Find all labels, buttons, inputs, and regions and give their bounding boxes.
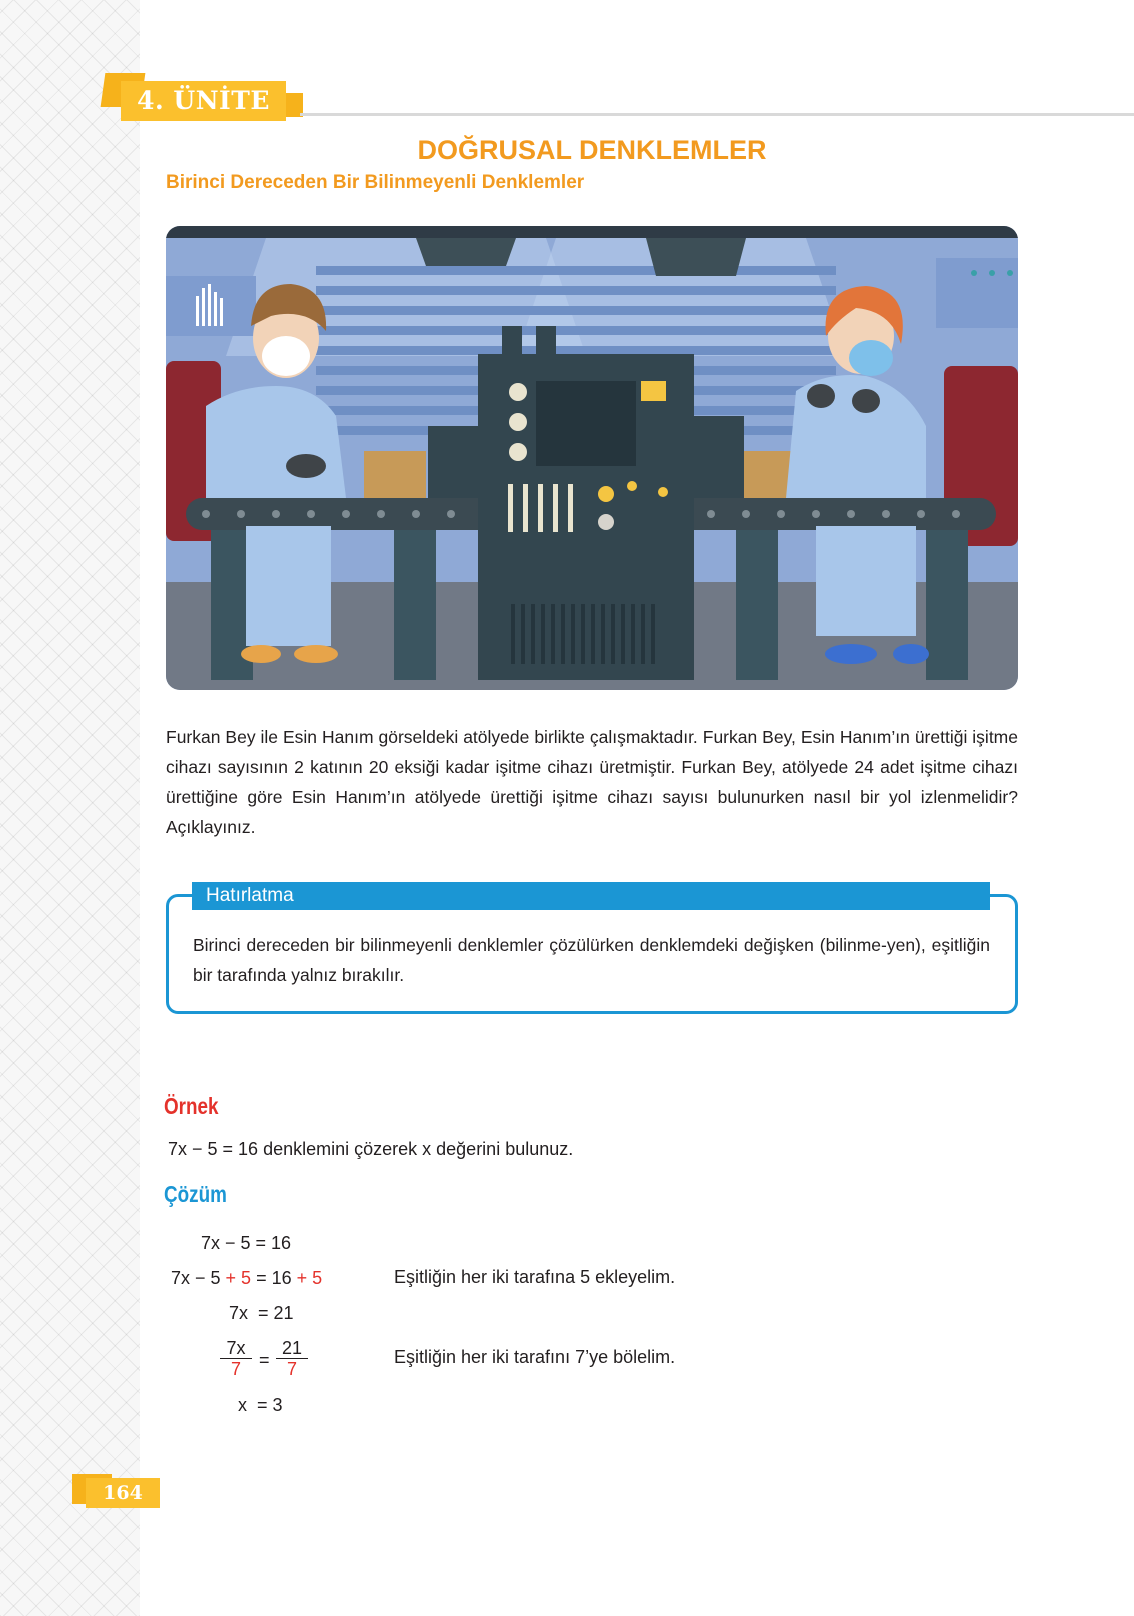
fraction-left-denominator: 7 [230, 1359, 241, 1379]
example-heading: Örnek [164, 1093, 219, 1119]
intro-paragraph: Furkan Bey ile Esin Hanım görseldeki atölyede birlikte çalışmaktadır. Furkan Bey, Esin Hanım’ın ürettiği işitme cihazı sayısının 2 katının 20 eksiği kadar işitme cihazı üretmiştir. Furkan Bey, atölyede 24 adet işitme cihazı ürettiğine göre Esin Hanım’ın atölyede ürettiği işitme cihazı sayısı bulunurken nasıl bir yol izlenmelidir? Açıklayınız. [166, 727, 1018, 837]
workshop-illustration [166, 226, 1018, 690]
explanation-divide: Eşitliğin her iki tarafını 7’ye bölelim. [394, 1347, 676, 1367]
step-2-add-left: + 5 [220, 1268, 252, 1288]
step-2-left: 7x − 5 [171, 1268, 221, 1288]
fraction-equals: = [259, 1350, 270, 1370]
reminder-heading: Hatırlatma [192, 882, 990, 910]
fraction-right-denominator: 7 [286, 1359, 297, 1379]
solution-step-1: 7x − 5 = 16 [201, 1233, 292, 1253]
page-number: 164 [86, 1478, 160, 1508]
solution-step-5: x = 3 [238, 1395, 283, 1415]
side-pattern [0, 0, 140, 1616]
solution-heading: Çözüm [164, 1181, 227, 1207]
fraction-right [276, 1338, 308, 1379]
fraction-right-numerator: 21 [276, 1338, 308, 1359]
example-problem: 7x − 5 = 16 denklemini çözerek x değerini bulunuz. [168, 1139, 574, 1159]
unit-label: 4. ÜNİTE [121, 81, 286, 121]
step-2-right: = 16 [251, 1268, 292, 1288]
unit-banner [103, 73, 303, 125]
header-rule [300, 113, 1134, 116]
solution-step-2 [171, 1268, 322, 1289]
step-2-add-right: + 5 [291, 1268, 323, 1288]
solution-step-3: 7x = 21 [229, 1303, 294, 1323]
reminder-text: Birinci dereceden bir bilinmeyenli denklemler çözülürken denklemdeki değişken (bilinme-yen), eşitliğin bir tarafında yalnız bırakılır. [193, 935, 990, 985]
explanation-add: Eşitliğin her iki tarafına 5 ekleyelim. [394, 1267, 676, 1287]
fraction-left [220, 1338, 252, 1379]
page-subtitle: Birinci Dereceden Bir Bilinmeyenli Denklemler [166, 172, 585, 193]
page-title: DOĞRUSAL DENKLEMLER [417, 135, 767, 165]
fraction-left-numerator: 7x [220, 1338, 252, 1359]
